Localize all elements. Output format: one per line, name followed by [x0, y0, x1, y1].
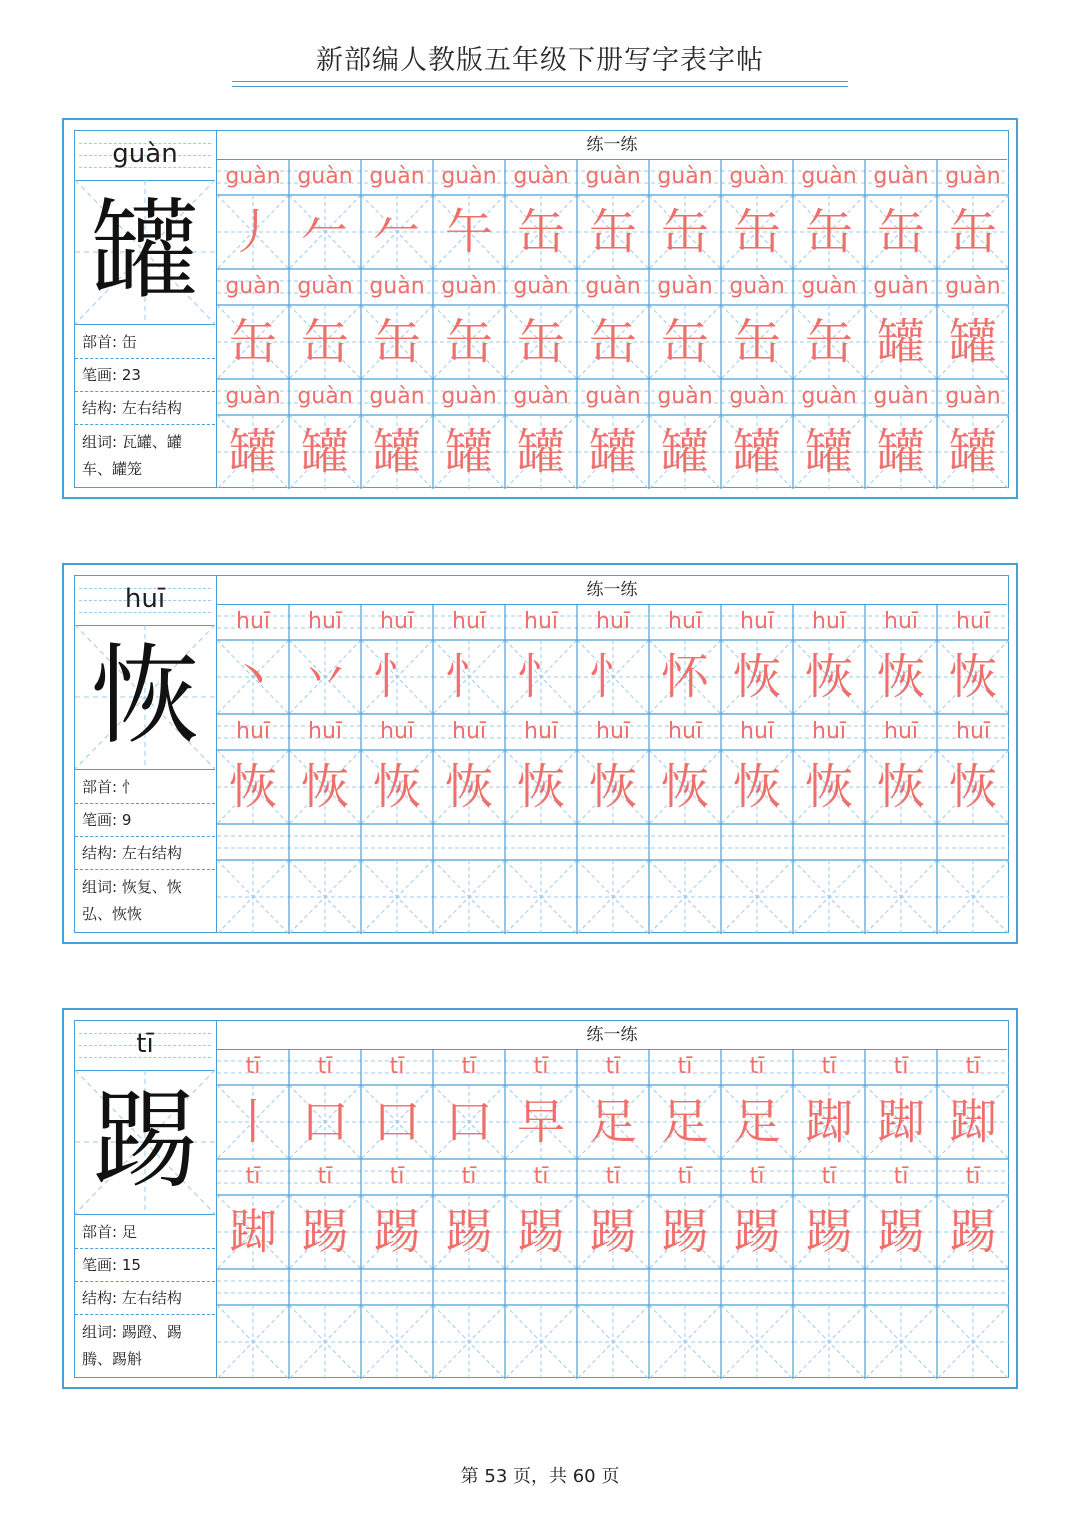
trace-pinyin: tī	[677, 1054, 693, 1079]
trace-character: 踢	[732, 1204, 781, 1260]
trace-character: 踋	[228, 1204, 277, 1260]
character-info-panel	[74, 575, 217, 933]
character-info-panel	[74, 1020, 217, 1378]
trace-pinyin: guàn	[513, 384, 569, 409]
trace-character: 踢	[516, 1204, 565, 1260]
trace-character: 罐	[516, 424, 565, 480]
trace-character: 缶	[948, 204, 997, 260]
trace-character: 恢	[948, 759, 997, 815]
trace-pinyin: guàn	[945, 274, 1001, 299]
trace-pinyin: guàn	[297, 274, 353, 299]
trace-character: 忄	[516, 649, 565, 705]
trace-pinyin: huī	[668, 719, 702, 744]
title-rule	[232, 81, 848, 82]
structure-info: 结构: 左右结构	[75, 837, 215, 870]
radical-info: 部首: 缶	[75, 326, 215, 359]
trace-character: 罐	[948, 424, 997, 480]
pinyin-text: tī	[136, 1029, 154, 1059]
structure-info: 结构: 左右结构	[75, 1282, 215, 1315]
page-title: 新部编人教版五年级下册写字表字帖	[316, 45, 764, 76]
trace-pinyin: huī	[884, 609, 918, 634]
trace-character: 恢	[804, 759, 853, 815]
trace-pinyin: guàn	[801, 384, 857, 409]
page-footer: 第 53 页，共 60 页	[460, 1466, 620, 1487]
trace-pinyin: tī	[533, 1164, 549, 1189]
trace-character: 忄	[372, 649, 421, 705]
trace-character: 缶	[804, 314, 853, 370]
trace-pinyin: guàn	[945, 164, 1001, 189]
trace-pinyin: guàn	[585, 164, 641, 189]
trace-pinyin: tī	[749, 1054, 765, 1079]
words-info: 组词: 瓦罐、罐	[82, 433, 182, 451]
trace-character: 恢	[444, 759, 493, 815]
trace-pinyin: guàn	[729, 384, 785, 409]
trace-pinyin: guàn	[225, 164, 281, 189]
trace-pinyin: guàn	[513, 164, 569, 189]
trace-character: 罐	[804, 424, 853, 480]
trace-character: 缶	[732, 314, 781, 370]
trace-character: 丨	[228, 1094, 277, 1150]
radical-info: 部首: 足	[75, 1216, 215, 1249]
trace-pinyin: guàn	[801, 164, 857, 189]
trace-character: 踢	[588, 1204, 637, 1260]
trace-character: 罐	[300, 424, 349, 480]
trace-character: 恢	[516, 759, 565, 815]
trace-pinyin: guàn	[801, 274, 857, 299]
trace-character: 早	[516, 1094, 565, 1150]
trace-pinyin: tī	[533, 1054, 549, 1079]
trace-pinyin: huī	[596, 719, 630, 744]
trace-character: 恢	[876, 759, 925, 815]
trace-pinyin: huī	[452, 719, 486, 744]
trace-pinyin: huī	[740, 609, 774, 634]
trace-pinyin: huī	[956, 719, 990, 744]
trace-pinyin: guàn	[441, 164, 497, 189]
trace-character: 忄	[588, 649, 637, 705]
trace-pinyin: huī	[668, 609, 702, 634]
trace-character: 恢	[588, 759, 637, 815]
trace-pinyin: tī	[605, 1164, 621, 1189]
strokes-info: 笔画: 23	[75, 359, 215, 392]
trace-character: 踋	[804, 1094, 853, 1150]
pinyin-label	[75, 576, 215, 626]
words-info-continued: 腾、踢斛	[82, 1350, 143, 1368]
trace-character: 踢	[444, 1204, 493, 1260]
words-info-continued: 弘、恢恢	[82, 905, 143, 923]
trace-character: 𠂉	[300, 204, 349, 260]
trace-pinyin: guàn	[657, 274, 713, 299]
trace-pinyin: guàn	[873, 384, 929, 409]
trace-pinyin: guàn	[369, 164, 425, 189]
practice-heading: 练一练	[217, 576, 1007, 605]
trace-character: 罐	[228, 424, 277, 480]
words-info-continued: 车、罐笼	[82, 460, 143, 478]
trace-pinyin: guàn	[225, 274, 281, 299]
trace-character: 口	[372, 1094, 421, 1150]
trace-pinyin: guàn	[297, 384, 353, 409]
model-character-box	[75, 1070, 215, 1215]
words-info: 组词: 踢蹬、踢	[82, 1323, 182, 1341]
trace-pinyin: huī	[236, 719, 270, 744]
trace-character: 恢	[732, 649, 781, 705]
trace-pinyin: tī	[965, 1164, 981, 1189]
trace-character: 踋	[876, 1094, 925, 1150]
trace-character: 缶	[588, 204, 637, 260]
trace-pinyin: tī	[821, 1054, 837, 1079]
structure-info: 结构: 左右结构	[75, 392, 215, 425]
trace-character: 踢	[372, 1204, 421, 1260]
practice-grid	[217, 130, 1009, 488]
trace-pinyin: tī	[965, 1054, 981, 1079]
trace-pinyin: tī	[317, 1164, 333, 1189]
trace-pinyin: tī	[461, 1054, 477, 1079]
model-character: 恢	[90, 634, 199, 759]
trace-character: 缶	[804, 204, 853, 260]
trace-character: 恢	[228, 759, 277, 815]
trace-character: 缶	[300, 314, 349, 370]
trace-character: 缶	[228, 314, 277, 370]
trace-pinyin: tī	[893, 1054, 909, 1079]
trace-character: 恢	[948, 649, 997, 705]
trace-pinyin: huī	[812, 609, 846, 634]
pinyin-label	[75, 131, 215, 181]
trace-character: 缶	[732, 204, 781, 260]
trace-character: 恢	[732, 759, 781, 815]
trace-pinyin: guàn	[585, 384, 641, 409]
strokes-info: 笔画: 9	[75, 804, 215, 837]
trace-pinyin: guàn	[729, 164, 785, 189]
trace-character: 缶	[516, 314, 565, 370]
trace-pinyin: guàn	[441, 274, 497, 299]
trace-pinyin: guàn	[369, 384, 425, 409]
model-character: 踢	[90, 1079, 199, 1204]
trace-pinyin: guàn	[369, 274, 425, 299]
trace-pinyin: guàn	[873, 274, 929, 299]
trace-character: 踢	[300, 1204, 349, 1260]
trace-character: 缶	[516, 204, 565, 260]
trace-character: 罐	[588, 424, 637, 480]
trace-pinyin: tī	[893, 1164, 909, 1189]
trace-pinyin: tī	[245, 1054, 261, 1079]
trace-pinyin: huī	[308, 609, 342, 634]
trace-character: 罐	[660, 424, 709, 480]
trace-pinyin: guàn	[657, 164, 713, 189]
trace-character: 踋	[948, 1094, 997, 1150]
trace-pinyin: huī	[956, 609, 990, 634]
trace-pinyin: huī	[308, 719, 342, 744]
trace-pinyin: guàn	[513, 274, 569, 299]
trace-character: 丿	[228, 204, 277, 260]
practice-grid	[217, 1020, 1009, 1378]
strokes-info: 笔画: 15	[75, 1249, 215, 1282]
trace-pinyin: guàn	[945, 384, 1001, 409]
trace-pinyin: huī	[884, 719, 918, 744]
trace-pinyin: huī	[524, 609, 558, 634]
practice-grid	[217, 575, 1009, 933]
trace-character: 罐	[948, 314, 997, 370]
trace-character: 怀	[660, 649, 709, 705]
trace-pinyin: huī	[596, 609, 630, 634]
trace-character: 踢	[948, 1204, 997, 1260]
trace-character: 缶	[372, 314, 421, 370]
trace-pinyin: huī	[452, 609, 486, 634]
trace-character: 𠂉	[372, 204, 421, 260]
pinyin-text: huī	[124, 584, 166, 614]
trace-character: 恢	[804, 649, 853, 705]
trace-character: 罐	[876, 424, 925, 480]
trace-character: 缶	[660, 204, 709, 260]
character-card	[62, 563, 1018, 944]
trace-pinyin: tī	[245, 1164, 261, 1189]
trace-character: 踢	[804, 1204, 853, 1260]
trace-character: 恢	[300, 759, 349, 815]
trace-character: 缶	[588, 314, 637, 370]
trace-character: 罐	[372, 424, 421, 480]
trace-pinyin: tī	[317, 1054, 333, 1079]
model-character-box	[75, 180, 215, 325]
trace-pinyin: huī	[380, 719, 414, 744]
trace-character: 丷	[300, 649, 349, 705]
trace-character: 缶	[444, 314, 493, 370]
trace-pinyin: tī	[389, 1164, 405, 1189]
trace-pinyin: guàn	[873, 164, 929, 189]
trace-pinyin: huī	[812, 719, 846, 744]
title-rule-2	[232, 86, 848, 87]
character-card	[62, 118, 1018, 499]
trace-character: 缶	[660, 314, 709, 370]
character-info-panel	[74, 130, 217, 488]
model-character: 罐	[90, 189, 199, 314]
trace-character: 忄	[444, 649, 493, 705]
trace-character: 踢	[660, 1204, 709, 1260]
trace-pinyin: tī	[677, 1164, 693, 1189]
trace-character: 踢	[876, 1204, 925, 1260]
trace-character: 罐	[444, 424, 493, 480]
trace-character: 口	[444, 1094, 493, 1150]
pinyin-text: guàn	[112, 139, 178, 169]
trace-character: 恢	[372, 759, 421, 815]
trace-pinyin: huī	[524, 719, 558, 744]
trace-pinyin: guàn	[225, 384, 281, 409]
trace-pinyin: guàn	[729, 274, 785, 299]
trace-character: 足	[588, 1094, 637, 1150]
trace-character: 口	[300, 1094, 349, 1150]
model-character-box	[75, 625, 215, 770]
trace-character: 罐	[732, 424, 781, 480]
trace-pinyin: huī	[740, 719, 774, 744]
trace-character: 丶	[228, 649, 277, 705]
trace-pinyin: tī	[389, 1054, 405, 1079]
radical-info: 部首: 忄	[75, 771, 215, 804]
trace-pinyin: huī	[380, 609, 414, 634]
trace-pinyin: guàn	[441, 384, 497, 409]
trace-character: 恢	[876, 649, 925, 705]
trace-pinyin: huī	[236, 609, 270, 634]
practice-heading: 练一练	[217, 1021, 1007, 1050]
trace-pinyin: guàn	[657, 384, 713, 409]
trace-pinyin: tī	[605, 1054, 621, 1079]
trace-pinyin: tī	[821, 1164, 837, 1189]
trace-character: 缶	[876, 204, 925, 260]
trace-pinyin: tī	[461, 1164, 477, 1189]
trace-pinyin: guàn	[297, 164, 353, 189]
practice-heading: 练一练	[217, 131, 1007, 160]
character-card	[62, 1008, 1018, 1389]
trace-character: 足	[660, 1094, 709, 1150]
trace-character: 恢	[660, 759, 709, 815]
trace-character: 足	[732, 1094, 781, 1150]
pinyin-label	[75, 1021, 215, 1071]
words-info: 组词: 恢复、恢	[82, 878, 182, 896]
trace-pinyin: guàn	[585, 274, 641, 299]
trace-pinyin: tī	[749, 1164, 765, 1189]
trace-character: 午	[444, 204, 493, 260]
trace-character: 罐	[876, 314, 925, 370]
